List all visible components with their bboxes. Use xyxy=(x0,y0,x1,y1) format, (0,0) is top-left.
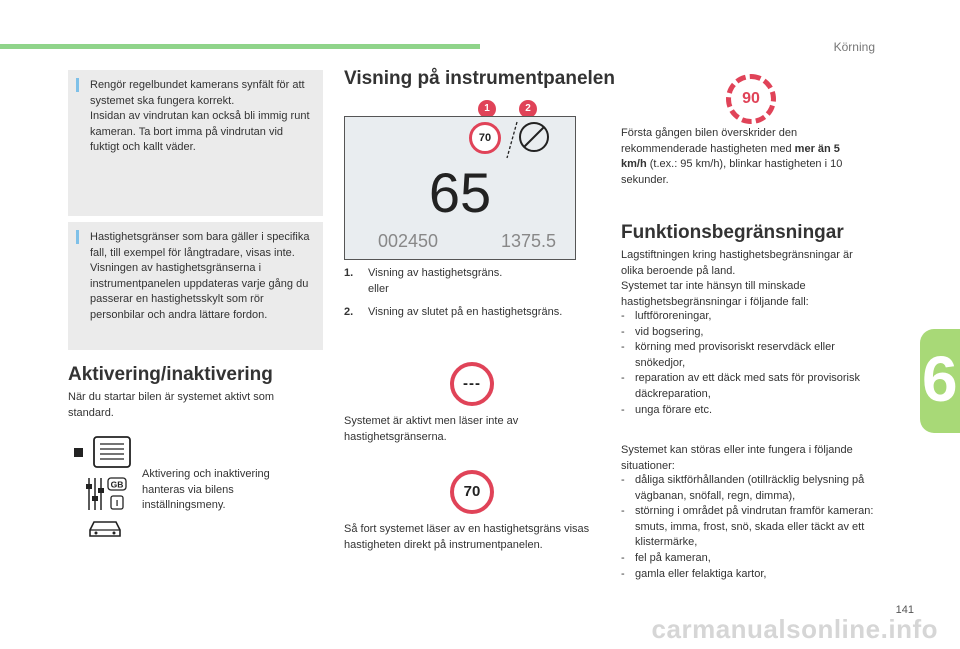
note-limits xyxy=(68,222,323,350)
read-limit-text: Så fort systemet läser av en hastighetsgräns visas hastigheten direkt på instrumentpanelen. xyxy=(344,523,590,551)
i-label: I xyxy=(115,498,119,508)
list-item: - gamla eller felaktiga kartor, xyxy=(621,567,879,583)
legend-item xyxy=(344,266,584,297)
list-item: - fel på kameran, xyxy=(621,551,879,567)
info-marker-icon xyxy=(76,78,79,92)
read-limit-sign: 70 xyxy=(450,470,494,514)
chapter-number: 6 xyxy=(922,343,958,415)
speed-limit-sign: 70 xyxy=(469,122,501,154)
legend-num: 2. xyxy=(344,306,354,319)
legend-num: 1. xyxy=(344,267,354,279)
overspeed-text: Första gången bilen överskrider den rekommenderade hastigheten med mer än 5 km/h (t.ex.: 95 km/h), blinkar hastigheten i 10 sekunder. xyxy=(621,127,843,186)
display-heading: Visning på instrumentpanelen xyxy=(344,68,615,89)
chapter-tab xyxy=(920,329,960,433)
callout-1: 1 xyxy=(478,100,496,118)
unknown-limit-text: Systemet är aktivt men läser inte av hastighetsgränserna. xyxy=(344,415,519,443)
end-of-limit-icon xyxy=(517,120,551,154)
limits-heading: Funktionsbegränsningar xyxy=(621,222,844,243)
list-item: - störning i området på vindrutan framför kameran: smuts, imma, frost, snö, skada eller täckt av ett klistermärke, xyxy=(621,504,879,551)
disturbance-intro: Systemet kan störas eller inte fungera i följande situationer: xyxy=(621,444,853,472)
instrument-cluster xyxy=(344,116,576,260)
legend-text: Visning av hastighetsgräns. eller xyxy=(368,267,503,295)
watermark: carmanualsonline.info xyxy=(651,614,938,644)
odometer: 002450 xyxy=(378,231,439,251)
trip-meter: 1375.5 xyxy=(501,231,557,251)
legend-text: Visning av slutet på en hastighetsgräns. xyxy=(368,306,563,319)
list-item: - luftföroreningar, xyxy=(621,309,873,325)
list-item: - körning med provisoriskt reservdäck eller snökedjor, xyxy=(621,340,873,371)
current-speed: 65 xyxy=(428,161,492,224)
limits-list xyxy=(621,309,873,418)
note-text: Rengör regelbundet kamerans synfält för att systemet ska fungera korrekt. Insidan av vindrutan kan också bli immig runt kameran. Ta bort imma på vindrutan vid fuktigt och kallt väder. xyxy=(90,79,310,154)
overspeed-flashing-sign: 90 xyxy=(726,74,776,124)
list-item: - vid bogsering, xyxy=(621,325,873,341)
list-item: - reparation av ett däck med sats för provisorisk däckreparation, xyxy=(621,371,873,402)
settings-icons xyxy=(72,434,134,544)
activation-intro: När du startar bilen är systemet aktivt som standard. xyxy=(68,391,275,419)
note-text: Hastighetsgränser som bara gäller i specifika fall, till exempel för långtradare, visas inte. Visningen av hastighetsgränserna i instrumentpanelen uppdateras varje gång du passerar en hastighetsskylt som rör personbilar och andra lättare fordon. xyxy=(90,231,310,322)
settings-menu-icon xyxy=(72,434,134,544)
unknown-limit-sign: --- xyxy=(450,362,494,406)
legend-item xyxy=(344,305,584,321)
list-item: - dåliga siktförhållanden (otillräcklig belysning på vägbanan, snöfall, regn, dimma), xyxy=(621,473,879,504)
page-number: 141 xyxy=(895,604,914,616)
activation-menu-text: Aktivering och inaktivering hanteras via bilens inställningsmeny. xyxy=(142,468,270,512)
display-legend xyxy=(344,266,584,329)
limits-intro: Lagstiftningen kring hastighetsbegränsningar är olika beroende på land. Systemet tar inte hänsyn till minskade hastighetsbegränsningar i följande fall: xyxy=(621,249,853,308)
disturbance-list xyxy=(621,473,879,582)
header-accent-bar xyxy=(0,44,480,49)
list-item: - unga förare etc. xyxy=(621,403,873,419)
gb-label: GB xyxy=(110,479,124,490)
note-camera xyxy=(68,70,323,216)
activation-heading: Aktivering/inaktivering xyxy=(68,364,273,385)
section-label: Körning xyxy=(833,40,875,54)
info-marker-icon xyxy=(76,230,79,244)
callout-2: 2 xyxy=(519,100,537,118)
